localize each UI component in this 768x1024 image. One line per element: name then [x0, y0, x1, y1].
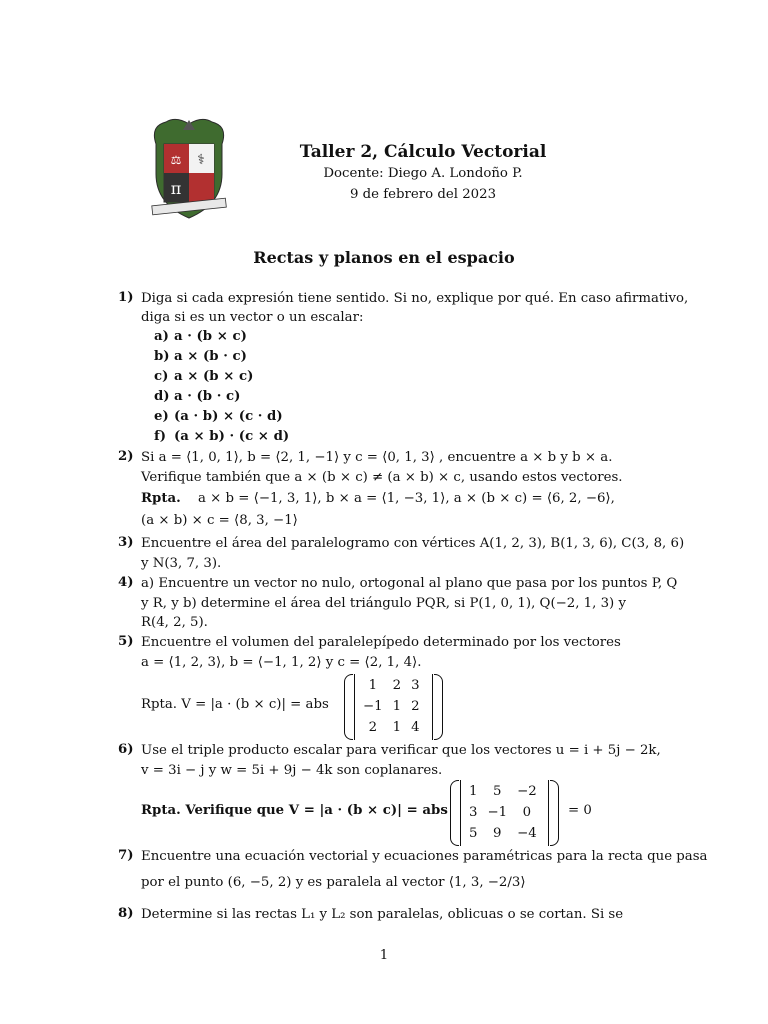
- problem-text: a) Encuentre un vector no nulo, ortogonal al plano que pasa por los puntos P, Q: [141, 576, 678, 591]
- subitem-expression: (a × b) · (c × d): [174, 429, 290, 444]
- matrix-cell: −4: [517, 826, 537, 841]
- matrix-cell: 3: [469, 805, 478, 820]
- right-paren: [550, 780, 559, 846]
- document-date: 9 de febrero del 2023: [349, 187, 497, 202]
- subitem-expression: (a · b) × (c · d): [174, 409, 283, 424]
- matrix-cell: 0: [522, 805, 532, 820]
- problem-text: Determine si las rectas L₁ y L₂ son paralelas, oblicuas o se cortan. Si se: [141, 907, 624, 922]
- subitem-label: d): [154, 389, 170, 404]
- problem-text: R(4, 2, 5).: [141, 615, 208, 630]
- problem-text: a = ⟨1, 2, 3⟩, b = ⟨−1, 1, 2⟩ y c = ⟨2, 1, 4⟩.: [141, 655, 422, 670]
- matrix-cell: 2: [411, 699, 420, 714]
- subitem-label: a): [154, 329, 169, 344]
- university-crest-icon: [146, 114, 232, 220]
- determinant-matrix: [450, 780, 560, 846]
- matrix-cell: 3: [411, 678, 420, 693]
- problem-text: v = 3i − j y w = 5i + 9j − 4k son coplanares.: [141, 763, 443, 778]
- answer-label: Rpta.: [141, 491, 181, 506]
- problem-text: y R, y b) determine el área del triángulo PQR, si P(1, 0, 1), Q(−2, 1, 3) y: [141, 596, 626, 611]
- matrix-cell: 5: [469, 826, 478, 841]
- subitem-expression: a × (b · c): [174, 349, 247, 364]
- svg-text:⚖: ⚖: [170, 153, 182, 167]
- problem-number: 6): [118, 742, 134, 757]
- matrix-cell: −2: [517, 784, 537, 799]
- problem-number: 8): [118, 906, 134, 921]
- determinant-matrix: [344, 674, 444, 740]
- problem-number: 3): [118, 535, 134, 550]
- matrix-cell: 1: [469, 784, 478, 799]
- problem-text: Encuentre una ecuación vectorial y ecuaciones paramétricas para la recta que pasa: [141, 849, 708, 864]
- determinant-bar: [460, 780, 461, 846]
- subitem-expression: a · (b · c): [174, 389, 241, 404]
- teacher-name: Docente: Diego A. Londoño P.: [323, 166, 523, 181]
- left-paren: [344, 674, 353, 740]
- page-title: Taller 2, Cálculo Vectorial: [299, 142, 547, 162]
- answer-text: Rpta. Verifique que V = |a · (b × c)| = abs: [141, 803, 448, 818]
- problem-text: Encuentre el área del paralelogramo con vértices A(1, 2, 3), B(1, 3, 6), C(3, 8, 6): [141, 536, 685, 551]
- subitem-label: c): [154, 369, 169, 384]
- matrix-cell: 4: [411, 720, 420, 735]
- subitem-expression: a · (b × c): [174, 329, 247, 344]
- subitem-label: b): [154, 349, 170, 364]
- problem-text: Encuentre el volumen del paralelepípedo determinado por los vectores: [141, 635, 621, 650]
- matrix-cell: 1: [392, 720, 402, 735]
- determinant-bar: [548, 780, 549, 846]
- result-text: = 0: [568, 803, 592, 818]
- answer-text: Rpta. V = |a · (b × c)| = abs: [141, 697, 329, 712]
- matrix-cell: 2: [392, 678, 402, 693]
- problem-text: por el punto (6, −5, 2) y es paralela al vector ⟨1, 3, −2/3⟩: [141, 875, 526, 890]
- problem-text: Si a = ⟨1, 0, 1⟩, b = ⟨2, 1, −1⟩ y c = ⟨0, 1, 3⟩ , encuentre a × b y b × a.: [141, 450, 613, 465]
- svg-text:⚕: ⚕: [197, 152, 205, 168]
- answer-text: a × b = ⟨−1, 3, 1⟩, b × a = ⟨1, −3, 1⟩, a × (b × c) = ⟨6, 2, −6⟩,: [198, 491, 615, 506]
- problem-text: Use el triple producto escalar para verificar que los vectores u = i + 5j − 2k,: [141, 743, 661, 758]
- matrix-cell: 1: [368, 678, 378, 693]
- matrix-cell: −1: [487, 805, 508, 820]
- answer-text: (a × b) × c = ⟨8, 3, −1⟩: [141, 513, 298, 528]
- section-title: Rectas y planos en el espacio: [253, 248, 515, 267]
- problem-text: Verifique también que a × (b × c) ≠ (a × b) × c, usando estos vectores.: [141, 470, 623, 485]
- subitem-expression: a × (b × c): [174, 369, 254, 384]
- matrix-cell: 9: [493, 826, 502, 841]
- determinant-bar: [432, 674, 433, 740]
- svg-text:π: π: [170, 179, 182, 198]
- problem-text: diga si es un vector o un escalar:: [141, 310, 364, 325]
- matrix-cell: 1: [392, 699, 402, 714]
- page-number: 1: [379, 948, 389, 963]
- subitem-label: f): [154, 429, 167, 444]
- problem-number: 1): [118, 290, 134, 305]
- matrix-cell: −1: [363, 699, 383, 714]
- problem-number: 7): [118, 848, 134, 863]
- problem-text: Diga si cada expresión tiene sentido. Si no, explique por qué. En caso afirmativo,: [141, 291, 689, 306]
- matrix-cell: 2: [368, 720, 378, 735]
- matrix-cell: 5: [493, 784, 502, 799]
- subitem-label: e): [154, 409, 169, 424]
- left-paren: [450, 780, 459, 846]
- problem-text: y N(3, 7, 3).: [141, 556, 222, 571]
- problem-number: 4): [118, 575, 134, 590]
- problem-number: 2): [118, 449, 134, 464]
- determinant-bar: [354, 674, 355, 740]
- problem-number: 5): [118, 634, 134, 649]
- right-paren: [434, 674, 443, 740]
